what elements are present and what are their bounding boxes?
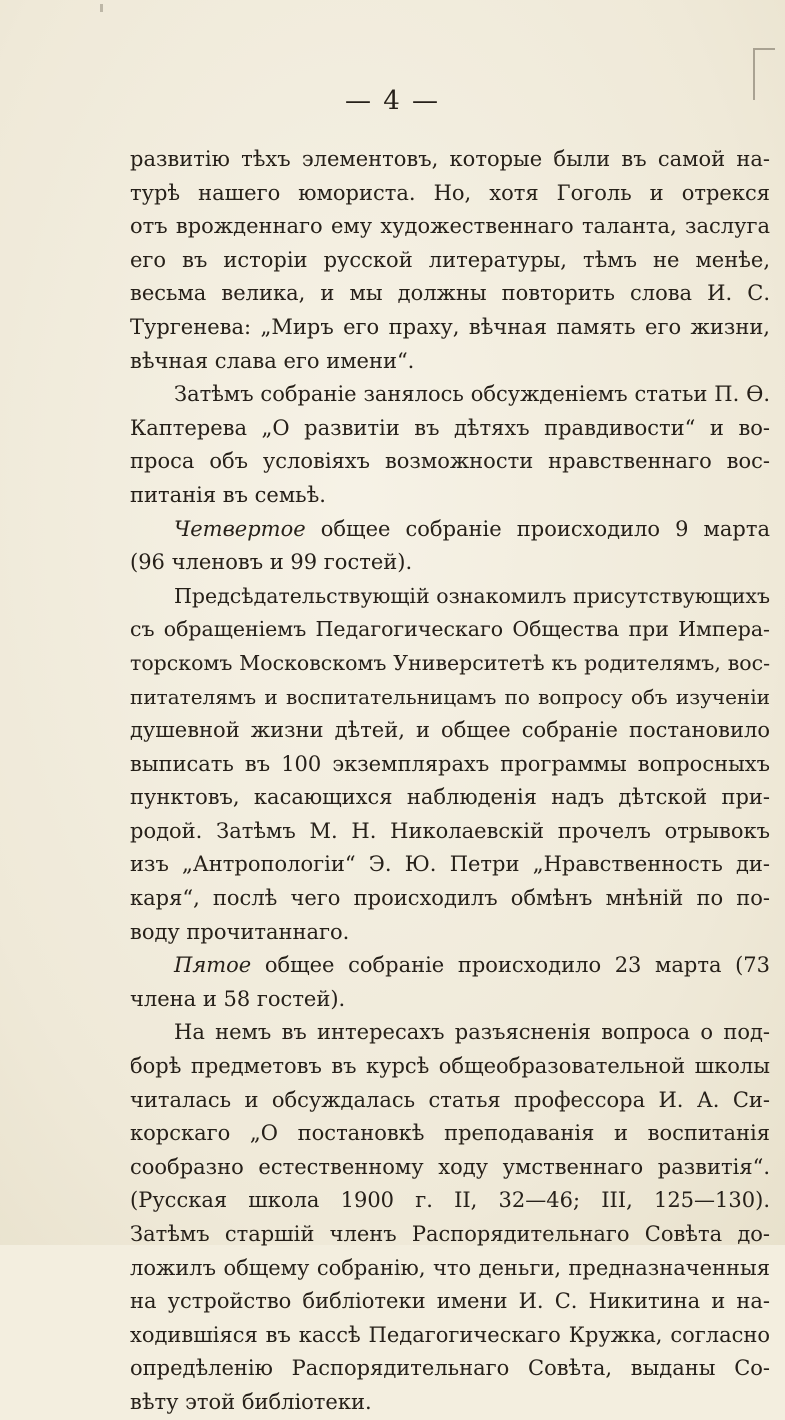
text-line: [130, 445, 770, 479]
line-text: съ обращеніемъ Педагогическаго Общества при Импера-: [130, 617, 770, 642]
line-text: Предсѣдательствующій ознакомилъ присутствующихъ: [174, 583, 770, 608]
line-text: (Русская школа 1900 г. II, 32—46; III, 125—130).: [130, 1188, 770, 1213]
text-line: [130, 1050, 770, 1084]
line-text: Каптерева „О развитіи въ дѣтяхъ правдивости“ и во-: [130, 415, 770, 440]
line-text: проса объ условіяхъ возможности нравственнаго вос-: [130, 449, 770, 474]
text-line: [130, 1386, 770, 1420]
text-line: [130, 210, 770, 244]
line-text: воду прочитаннаго.: [130, 919, 350, 944]
text-line: [130, 1117, 770, 1151]
line-text: пунктовъ, касающихся наблюденія надъ дѣтской при-: [130, 785, 770, 810]
italic-lead-word: Четвертое: [174, 516, 306, 541]
line-text: выписать въ 100 экземплярахъ программы вопросныхъ: [130, 751, 770, 776]
text-line: [130, 1352, 770, 1386]
line-text: на устройство библіотеки имени И. С. Никитина и на-: [130, 1289, 770, 1314]
line-text: турѣ нашего юмориста. Но, хотя Гоголь и отрекся: [130, 180, 770, 205]
paragraph-first-line: [130, 143, 770, 177]
line-text: читалась и обсуждалась статья профессора И. А. Си-: [130, 1087, 770, 1112]
text-line: [130, 311, 770, 345]
line-text: Затѣмъ собраніе занялось обсужденіемъ статьи П. Ѳ.: [174, 382, 770, 407]
text-line: [130, 1285, 770, 1319]
text-line: [130, 177, 770, 211]
line-text: борѣ предметовъ въ курсѣ общеобразовательной школы: [130, 1054, 770, 1079]
line-text: каря“, послѣ чего происходилъ обмѣнъ мнѣній по по-: [130, 886, 770, 911]
line-text: Тургенева: „Миръ его праху, вѣчная память его жизни,: [130, 314, 770, 339]
paragraph-first-line: [130, 513, 770, 547]
text-line: [130, 781, 770, 815]
line-text: ходившіяся въ кассѣ Педагогическаго Кружка, согласно: [130, 1322, 770, 1347]
text-line: [130, 681, 770, 715]
text-line: [130, 244, 770, 278]
text-line: [130, 882, 770, 916]
text-line: [130, 1319, 770, 1353]
line-text: Затѣмъ старшій членъ Распорядительнаго Совѣта до-: [130, 1222, 770, 1246]
text-line: [130, 345, 770, 379]
text-line: [130, 983, 770, 1017]
line-text: вѣту этой библіотеки.: [130, 1389, 372, 1414]
line-text: развитію тѣхъ элементовъ, которые были въ самой на-: [130, 147, 770, 171]
line-text: общее собраніе происходило 9 марта: [305, 516, 770, 541]
text-line: [130, 714, 770, 748]
text-line: [130, 1184, 770, 1218]
line-text: члена и 58 гостей).: [130, 986, 346, 1011]
text-line: [130, 848, 770, 882]
italic-lead-word: Пятое: [174, 953, 252, 978]
text-line: [130, 647, 770, 681]
line-text: На немъ въ интересахъ разъясненія вопроса о под-: [174, 1020, 770, 1045]
text-line: [130, 546, 770, 580]
print-speck: [100, 4, 103, 12]
text-line: [130, 815, 770, 849]
text-line: [130, 748, 770, 782]
text-line: [130, 412, 770, 446]
text-line: [130, 613, 770, 647]
text-line: [130, 1151, 770, 1185]
line-text: торскомъ Московскомъ Университетѣ къ родителямъ, вос-: [130, 650, 770, 675]
line-text: (96 членовъ и 99 гостей).: [130, 550, 413, 575]
paragraph-first-line: [130, 580, 770, 614]
paragraph-first-line: [130, 378, 770, 412]
paragraph-first-line: [130, 949, 770, 983]
text-line: [130, 1218, 770, 1252]
line-text: общее собраніе происходило 23 марта (73: [251, 953, 770, 978]
line-text: родой. Затѣмъ М. Н. Николаевскій прочелъ отрывокъ: [130, 818, 770, 843]
text-line: [130, 479, 770, 513]
line-text: его въ исторіи русской литературы, тѣмъ не менѣе,: [130, 247, 770, 272]
line-text: вѣчная слава его имени“.: [130, 348, 415, 373]
line-text: отъ врожденнаго ему художественнаго таланта, заслуга: [130, 214, 770, 239]
text-line: [130, 277, 770, 311]
body-text: [130, 143, 770, 1420]
line-text: питателямъ и воспитательницамъ по вопросу объ изученіи: [130, 684, 770, 709]
line-text: сообразно естественному ходу умственнаго развитія“.: [130, 1154, 770, 1179]
line-text: питанія въ семьѣ.: [130, 482, 326, 507]
line-text: ложилъ общему собранію, что деньги, предназначенныя: [130, 1255, 770, 1280]
paragraph-first-line: [130, 1016, 770, 1050]
line-text: опредѣленію Распорядительнаго Совѣта, выданы Со-: [130, 1356, 770, 1381]
text-line: [130, 1084, 770, 1118]
line-text: корскаго „О постановкѣ преподаванія и воспитанія: [130, 1121, 770, 1146]
line-text: весьма велика, и мы должны повторить слова И. С.: [130, 281, 770, 306]
line-text: душевной жизни дѣтей, и общее собраніе постановило: [130, 718, 770, 743]
page-number: — 4 —: [344, 86, 441, 116]
line-text: изъ „Антропологіи“ Э. Ю. Петри „Нравственность ди-: [130, 852, 770, 877]
text-line: [130, 1252, 770, 1286]
text-line: [130, 916, 770, 950]
